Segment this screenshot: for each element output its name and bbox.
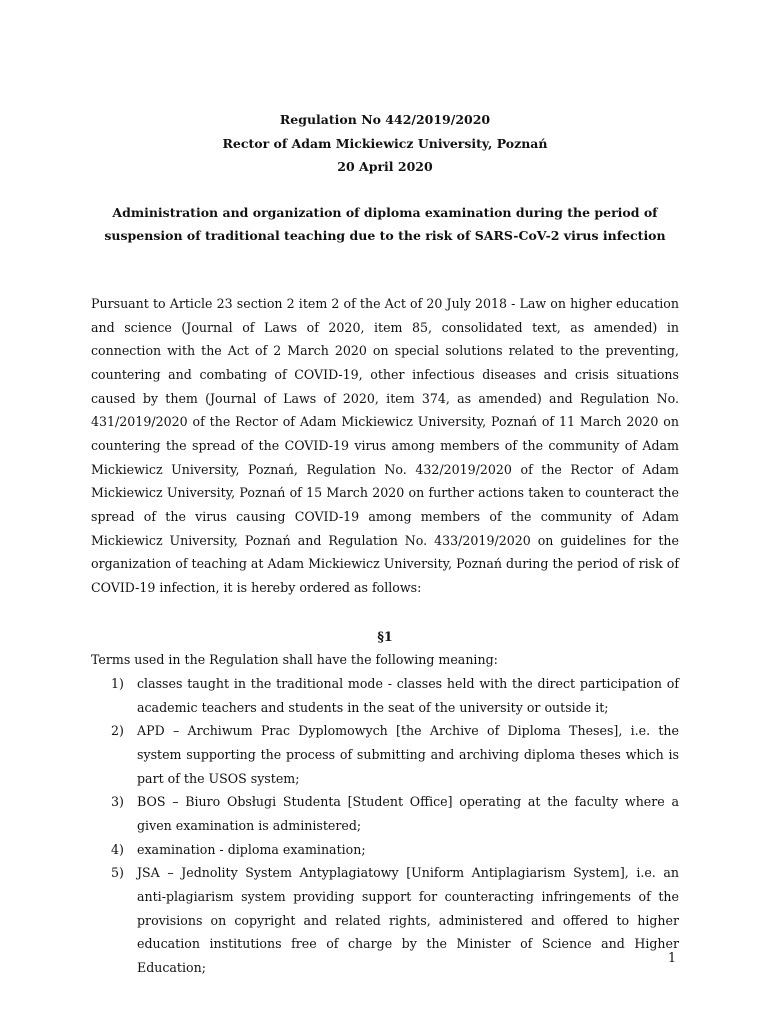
list-item-text: APD – Archiwum Prac Dyplomowych [the Archive of Diploma Theses], i.e. the system supporting the process of submitting and archiving diploma theses which is part of the USOS system; (137, 723, 679, 786)
regulation-number: Regulation No 442/2019/2020 (279, 112, 491, 127)
preamble-paragraph: Pursuant to Article 23 section 2 item 2 of the Act of 20 July 2018 - Law on higher education and science (Journal of Laws of 2020, item 85, consolidated text, as amended) in connection with the Act of 2 March 2020 on special solutions related to the preventing, countering and combating of COVID-19, other infectious diseases and crisis situations caused by them (Journal of Laws of 2020, item 374, as amended) and Regulation No. 431/2019/2020 of the Rector of Adam Mickiewicz University, Poznań of 11 March 2020 on countering the spread of the COVID-19 virus among members of the community of Adam Mickiewicz University, Poznań, Regulation No. 432/2019/2020 of the Rector of Adam Mickiewicz University, Poznań of 15 March 2020 on further actions taken to counteract the spread of the virus causing COVID-19 among members of the community of Adam Mickiewicz University, Poznań and Regulation No. 433/2019/2020 on guidelines for the organization of teaching at Adam Mickiewicz University, Poznań during the period of risk of COVID-19 infection, it is hereby ordered as follows: (91, 296, 679, 595)
list-item-number: 1) (111, 675, 124, 691)
terms-list (91, 672, 679, 980)
list-item (91, 790, 679, 837)
list-item-text: JSA – Jednolity System Antyplagiatowy [Uniform Antiplagiarism System], i.e. an anti-plagiarism system providing support for counteracting infringements of the provisions on copyright and related rights, administered and offered to higher education institutions free of charge by the Minister of Science and Higher Education; (137, 865, 679, 975)
list-item-text: examination - diploma examination; (137, 841, 366, 857)
page-number: 1 (668, 950, 677, 965)
list-item-text: classes taught in the traditional mode - classes held with the direct participation of academic teachers and students in the seat of the university or outside it; (137, 675, 679, 715)
list-item-number: 3) (111, 794, 124, 810)
list-item-text: BOS – Biuro Obsługi Studenta [Student Office] operating at the faculty where a given examination is administered; (137, 794, 679, 833)
section-intro: Terms used in the Regulation shall have the following meaning: (91, 652, 498, 668)
document-title: Administration and organization of diploma examination during the period of suspension of traditional teaching due to the risk of SARS-CoV-2 virus infection (104, 204, 666, 244)
list-item (91, 838, 679, 862)
list-item (91, 861, 679, 979)
regulation-date: 20 April 2020 (337, 159, 433, 174)
list-item (91, 719, 679, 790)
list-item (91, 672, 679, 719)
regulation-issuer: Rector of Adam Mickiewicz University, Poznań (222, 135, 548, 151)
document-page (91, 108, 679, 979)
list-item-number: 2) (111, 723, 124, 739)
section-heading: §1 (377, 628, 393, 644)
list-item-number: 5) (111, 865, 124, 881)
list-item-number: 4) (111, 841, 124, 857)
